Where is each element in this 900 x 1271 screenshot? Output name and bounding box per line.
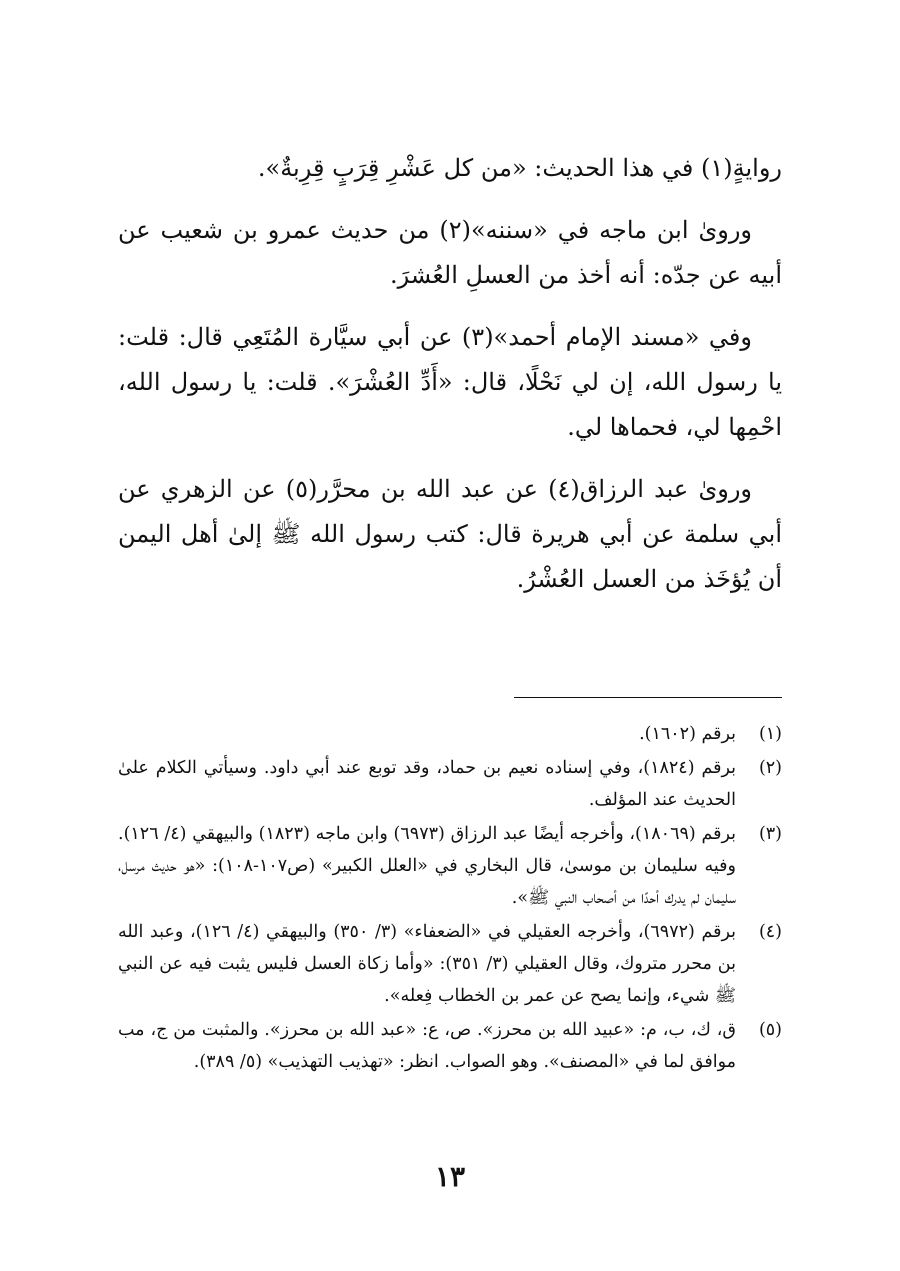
footnotes (118, 718, 782, 1080)
main-paragraph-4: وروىٰ عبد الرزاق(٤) عن عبد الله بن محرَّر(٥) عن الزهري عن أبي سلمة عن أبي هريرة قال: كتب رسول الله ﷺ إلىٰ أهل اليمن أن يُؤخَذ من العسل العُشْرُ. (118, 475, 782, 593)
footnote-text: برقم (١٦٠٢). (639, 724, 736, 744)
footnote-text: ق، ك، ب، م: «عبيد الله بن محرز». ص، ع: «عبد الله بن محرز». والمثبت من ج، مب موافق لما في «المصنف». وهو الصواب. انظر: «تهذيب التهذيب» (٥/ ٣٨٩). (118, 1020, 736, 1072)
footnote-2 (118, 752, 782, 816)
footnote-number: (٤) (758, 922, 782, 942)
footnote-divider (514, 697, 782, 698)
footnote-5 (118, 1014, 782, 1078)
main-paragraph-3: وفي «مسند الإمام أحمد»(٣) عن أبي سيَّارة المُتَعِي قال: قلت: يا رسول الله، إن لي نَحْلًا، قال: «أَدِّ العُشْرَ». قلت: يا رسول الله، احْمِها لي، فحماها لي. (118, 323, 782, 441)
footnote-4 (118, 916, 782, 1012)
footnote-text: برقم (١٨٠٦٩)، وأخرجه أيضًا عبد الرزاق (٦٩٧٣) وابن ماجه (١٨٢٣) والبيهقي (٤/ ١٢٦). وفيه سليمان بن موسىٰ، قال البخاري في «العلل الكبير» (ص١٠٧-١٠٨): «هو حديث مرسل، سليمان لم يدرك أحدًا من أصحاب النبي ﷺ». (118, 824, 736, 908)
footnote-text: برقم (١٨٢٤)، وفي إسناده نعيم بن حماد، وقد توبع عند أبي داود. وسيأتي الكلام علىٰ الحديث عند المؤلف. (118, 758, 736, 810)
footnote-number: (٢) (758, 758, 782, 778)
footnote-number: (١) (758, 724, 782, 744)
page-number: ١٣ (434, 1160, 466, 1193)
footnote-number: (٥) (758, 1020, 782, 1040)
footnote-1 (118, 718, 782, 750)
footnote-number: (٣) (758, 824, 782, 844)
main-text (118, 146, 782, 619)
main-paragraph-1: روايةٍ(١) في هذا الحديث: «من كل عَشْرِ قِرَبٍ قِرِبةٌ». (257, 154, 782, 182)
main-paragraph-2: وروىٰ ابن ماجه في «سننه»(٢) من حديث عمرو بن شعيب عن أبيه عن جدّه: أنه أخذ من العسلِ العُشرَ. (118, 216, 782, 289)
footnote-text: برقم (٦٩٧٢)، وأخرجه العقيلي في «الضعفاء» (٣/ ٣٥٠) والبيهقي (٤/ ١٢٦)، وعبد الله بن محرر متروك، وقال العقيلي (٣/ ٣٥١): «وأما زكاة العسل فليس يثبت فيه عن النبي ﷺ شيء، وإنما يصح عن عمر بن الخطاب فِعله». (118, 922, 736, 1006)
footnote-3 (118, 818, 782, 914)
